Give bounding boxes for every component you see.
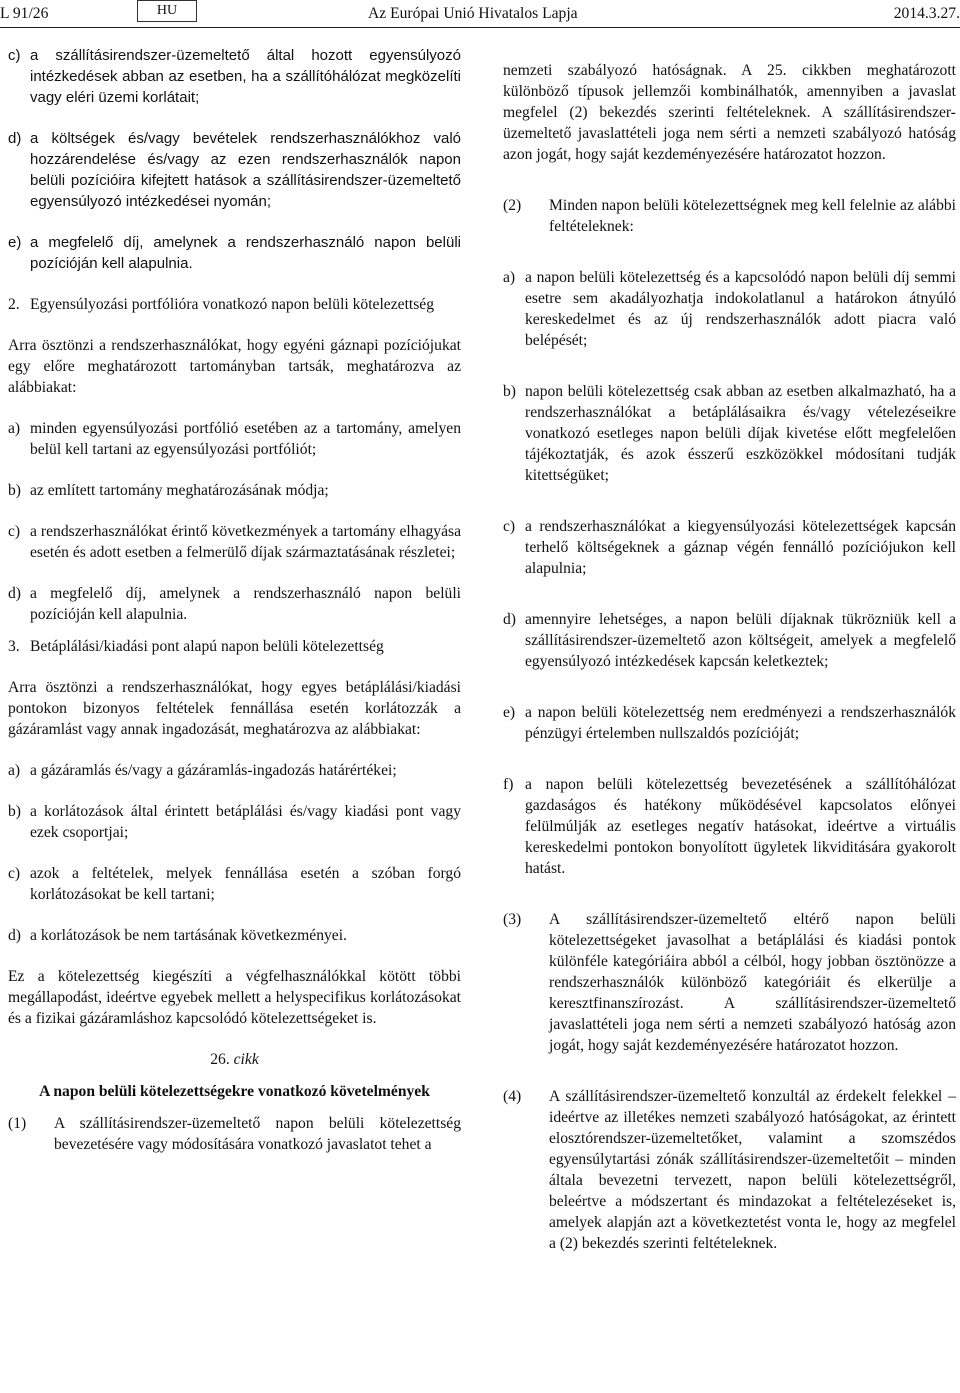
paragraph-number: (4) xyxy=(503,1088,522,1105)
item-text: a korlátozások be nem tartásának következményei. xyxy=(30,927,347,944)
page-reference: L 91/26 xyxy=(0,5,49,22)
list-item xyxy=(8,925,461,946)
paragraph-3 xyxy=(503,909,956,1056)
list-item xyxy=(8,418,461,460)
article-word: cikk xyxy=(233,1051,259,1068)
article-title: A napon belüli kötelezettségekre vonatkozó követelmények xyxy=(39,1083,430,1100)
list-item xyxy=(503,609,956,672)
item-label: d) xyxy=(8,927,21,944)
item-label: c) xyxy=(8,523,21,540)
paragraph-text: A szállításirendszer-üzemeltető napon belüli kötelezettség bevezetésére vagy módosítására vonatkozó javaslatot tehet a xyxy=(54,1115,461,1153)
list-item xyxy=(503,516,956,579)
language-badge: HU xyxy=(137,0,197,22)
list-item xyxy=(8,583,461,625)
paragraph-number: (1) xyxy=(8,1115,27,1132)
list-item xyxy=(8,863,461,905)
left-column xyxy=(8,45,461,1155)
item-text: a napon belüli kötelezettség bevezetésének a szállítóhálózat gazdaságos és hatékony működésével kapcsolatos előnyei felülmúlják az esetleges negatív hatásokat, ideértve a virtuális kereskedelmi pontokon bonyolított ügyletek likviditására gyakorolt hatást. xyxy=(525,776,956,877)
item-text: a napon belüli kötelezettség és a kapcsolódó napon belüli díj semmi esetre sem akadályozhatja indokolatlanul a határokon átnyúló kereskedelmet és az új rendszerhasználók adott piacra való belépését; xyxy=(525,269,956,349)
item-label: b) xyxy=(8,482,21,499)
section-title: Egyensúlyozási portfólióra vonatkozó napon belüli kötelezettség xyxy=(30,296,435,313)
item-label: b) xyxy=(503,383,516,400)
continued-paragraph: nemzeti szabályozó hatóságnak. A 25. cikkben meghatározott különböző típusok jellemzői kombinálhatók, amennyiben a javaslat megfelel (2) bekezdés szerinti feltételeknek. A szállításirendszer-üzemeltető javaslattételi joga nem sérti a nemzeti szabályozó hatóság azon jogát, hogy saját kezdeményezésére határozatot hozzon. xyxy=(503,62,956,163)
paragraph-4 xyxy=(503,1086,956,1254)
item-label: c) xyxy=(8,47,21,64)
section-number: 3. xyxy=(8,638,20,655)
item-text: a rendszerhasználókat érintő következmények a tartomány elhagyása esetén és adott esetben a felmerülő díjak származtatásának részletei; xyxy=(30,523,461,561)
section-title: Betáplálási/kiadási pont alapú napon belüli kötelezettség xyxy=(30,638,384,655)
item-label: e) xyxy=(503,704,516,721)
item-label: d) xyxy=(8,130,22,147)
list-item xyxy=(8,128,461,212)
item-label: f) xyxy=(503,776,514,793)
item-label: c) xyxy=(8,865,21,882)
list-item xyxy=(8,521,461,563)
item-label: c) xyxy=(503,518,516,535)
article-number-value: 26. xyxy=(210,1051,230,1068)
item-text: a szállításirendszer-üzemeltető által hozott egyensúlyozó intézkedések abban az esetben, ha a szállítóhálózat megközelíti vagy eléri üzemi korlátait; xyxy=(30,47,461,106)
item-text: a napon belüli kötelezettség nem eredményezi a rendszerhasználók pénzügyi értelemben nullszaldós pozícióját; xyxy=(525,704,956,742)
list-item xyxy=(503,381,956,486)
paragraph-1 xyxy=(8,1113,461,1155)
list-item xyxy=(503,267,956,351)
item-text: azok a feltételek, melyek fennállása esetén a szóban forgó korlátozásokat be kell tartani; xyxy=(30,865,461,903)
paragraph-text: A szállításirendszer-üzemeltető konzultál az érdekelt felekkel – ideértve az illetékes nemzeti szabályozó hatóságokat, az érintett elosztórendszer-üzemeltetőket, valamint a szomszédos egyensúlytartási zónák szállításirendszer-üzemeltetőit – minden általa bevezetni tervezett, napon belüli kötelezettségről, beleértve a módszertant és mindazokat a feltételezéseket is, amelyek alapján azt a következtetést vonta le, hogy az megfelel a (2) bekezdés szerinti feltételeknek. xyxy=(549,1088,956,1252)
publication-date: 2014.3.27. xyxy=(893,5,960,22)
item-text: a megfelelő díj, amelynek a rendszerhasználó napon belüli pozícióján kell alapulnia. xyxy=(30,585,461,623)
item-text: a gázáramlás és/vagy a gázáramlás-ingadozás határértékei; xyxy=(30,762,397,779)
section-intro: Arra ösztönzi a rendszerhasználókat, hogy egyéni gáznapi pozíciójukat egy előre meghatározott tartományban tartsák, meghatározva az alábbiakat: xyxy=(8,337,461,396)
item-label: d) xyxy=(503,611,516,628)
list-item xyxy=(8,45,461,108)
item-label: a) xyxy=(503,269,516,286)
list-item xyxy=(8,801,461,843)
list-item xyxy=(8,232,461,274)
article-number xyxy=(8,1049,461,1070)
list-item xyxy=(8,480,461,501)
item-text: az említett tartomány meghatározásának módja; xyxy=(30,482,329,499)
list-item xyxy=(8,760,461,781)
paragraph-2 xyxy=(503,195,956,237)
item-label: b) xyxy=(8,803,21,820)
item-label: d) xyxy=(8,585,21,602)
item-text: a költségek és/vagy bevételek rendszerhasználókhoz való hozzárendelése és/vagy az ezen rendszerhasználók napon belüli pozícióira kifejtett hatások a szállításirendszer-üzemeltető egyensúlyozó intézkedései nyomán; xyxy=(30,130,461,210)
item-text: minden egyensúlyozási portfólió esetében az a tartomány, amelyen belül kell tartani az egyensúlyozási portfóliót; xyxy=(30,420,461,458)
paragraph-text: A szállításirendszer-üzemeltető eltérő napon belüli kötelezettségeket javasolhat a betáplálási és kiadási pontok különféle kategóriáira abból a célból, hogy jobban ösztönözze a rendszerhasználók különböző kategóriáit és elkerülje a keresztfinanszírozást. A szállításirendszer-üzemeltető javaslattételi joga nem sérti a nemzeti szabályozó hatóság azon jogát, hogy saját kezdeményezésére határozatot hozzon. xyxy=(549,911,956,1054)
section-heading-2 xyxy=(8,294,461,315)
section-heading-3 xyxy=(8,636,461,657)
list-item xyxy=(503,702,956,744)
item-text: a korlátozások által érintett betáplálási és/vagy kiadási pont vagy ezek csoportjai; xyxy=(30,803,461,841)
closing-paragraph: Ez a kötelezettség kiegészíti a végfelhasználókkal kötött többi megállapodást, ideértve egyebek mellett a helyspecifikus korlátozásokat és a fizikai gázáramláshoz kapcsolódó kötelezettségeket is. xyxy=(8,968,461,1027)
section-number: 2. xyxy=(8,296,20,313)
paragraph-number: (2) xyxy=(503,197,522,214)
item-text: a rendszerhasználókat a kiegyensúlyozási kötelezettségek kapcsán terhelő költségeknek a gáznap végén fennálló pozíciójukon kell alapulnia; xyxy=(525,518,956,577)
item-text: amennyire lehetséges, a napon belüli díjaknak tükrözniük kell a szállításirendszer-üzemeltető azon költségeit, amelyek a megfelelő egyensúlyozó intézkedések kapcsán keletkeztek; xyxy=(525,611,956,670)
item-label: e) xyxy=(8,234,22,251)
paragraph-text: Minden napon belüli kötelezettségnek meg kell felelnie az alábbi feltételeknek: xyxy=(549,197,956,235)
item-label: a) xyxy=(8,762,21,779)
right-column xyxy=(503,60,956,1254)
paragraph-number: (3) xyxy=(503,911,522,928)
journal-title: Az Európai Unió Hivatalos Lapja xyxy=(368,5,578,22)
item-text: a megfelelő díj, amelynek a rendszerhasználó napon belüli pozícióján kell alapulnia. xyxy=(30,234,461,272)
page-header xyxy=(0,0,960,28)
section-intro: Arra ösztönzi a rendszerhasználókat, hogy egyes betáplálási/kiadási pontokon bizonyos feltételek fennállása esetén korlátozzák a gázáramlást vagy annak ingadozását, meghatározva az alábbiakat: xyxy=(8,679,461,738)
item-text: napon belüli kötelezettség csak abban az esetben alkalmazható, ha a rendszerhasználókat a betáplálásaikra és/vagy vételezéseikre vonatkozó esetleges napon belüli díjak kivetése előtt megfelelően tájékoztatják, és azok ésszerű eszközökkel módosítani tudják kitettségüket; xyxy=(525,383,956,484)
list-item xyxy=(503,774,956,879)
item-label: a) xyxy=(8,420,21,437)
